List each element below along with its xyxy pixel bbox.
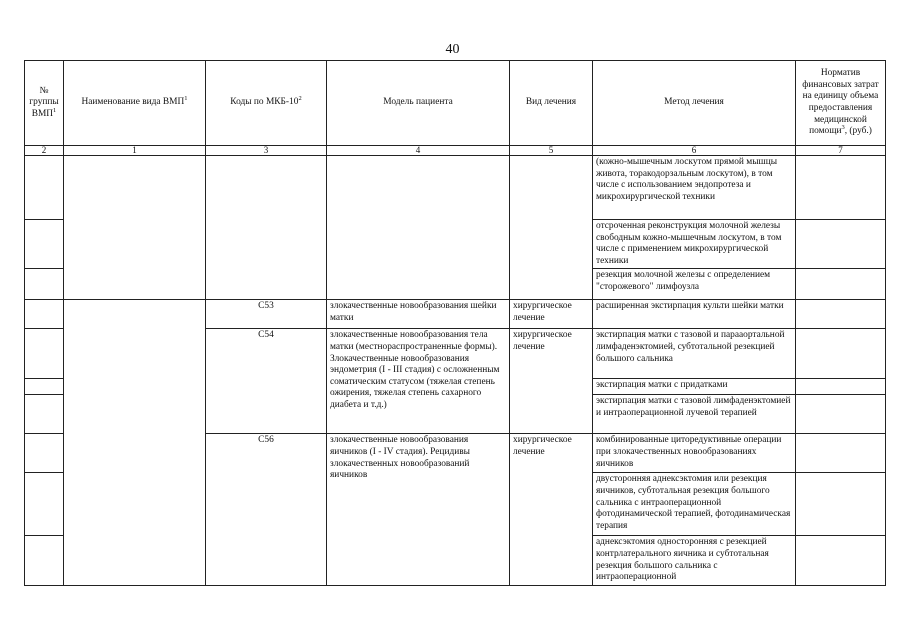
col-header-codes: Коды по МКБ-$10^2$ [206,61,327,146]
col-header-treatment-type: Вид лечения [510,61,593,146]
norm-cell [796,395,886,434]
treatment-cell: хирургическое лечение [510,434,593,585]
column-number-row [25,146,886,156]
group-cell [25,156,64,220]
method-cell: аднексэктомия односторонняя с резекцией контрлатерального яичника и субтотальная резекция большого сальника с интраоперационной [593,536,796,585]
treatment-cell: хирургическое лечение [510,329,593,434]
treatment-cell: хирургическое лечение [510,300,593,329]
method-cell: экстирпация матки с тазовой лимфаденэктомией и интраоперационной лучевой терапией [593,395,796,434]
name-cell [64,300,206,585]
group-cell [25,395,64,434]
table-row [25,300,886,329]
col-header-norm: Норматив финансовых затрат на единицу объема предоставления медицинской помощи$^3$, (руб.) [796,61,886,146]
col-header-method: Метод лечения [593,61,796,146]
col-number: 5 [510,146,593,156]
norm-cell [796,269,886,300]
vmp-table [24,60,886,586]
code-cell: C54 [206,329,327,434]
col-number: 3 [206,146,327,156]
col-header-group: № группы ВМП$^1$ [25,61,64,146]
col-number: 6 [593,146,796,156]
model-cell [327,156,510,300]
model-cell: злокачественные новообразования яичников (I - IV стадия). Рецидивы злокачественных новообразований яичников [327,434,510,585]
method-cell: расширенная экстирпация культи шейки матки [593,300,796,329]
method-cell: резекция молочной железы с определением "сторожевого" лимфоузла [593,269,796,300]
norm-cell [796,329,886,379]
header-row [25,61,886,146]
page-number: 40 [445,42,460,57]
norm-cell [796,473,886,536]
norm-cell [796,379,886,395]
group-cell [25,269,64,300]
code-cell: C56 [206,434,327,585]
group-cell [25,536,64,585]
group-cell [25,379,64,395]
code-cell [206,156,327,300]
group-cell [25,300,64,329]
model-cell: злокачественные новообразования тела матки (местнораспространенные формы). Злокачественные новообразования эндометрия (I - III стадия) с осложненным соматическим статусом (тяжелая степень ожирения, тяжелая степень сахарного диабета и т.д.) [327,329,510,434]
group-cell [25,329,64,379]
method-cell: (кожно-мышечным лоскутом прямой мышцы живота, торакодорзальным лоскутом), в том числе с использованием эндопротеза и микрохирургической техники [593,156,796,220]
col-header-model: Модель пациента [327,61,510,146]
norm-cell [796,156,886,220]
group-cell [25,434,64,473]
group-cell [25,220,64,269]
method-cell: отсроченная реконструкция молочной железы свободным кожно-мышечным лоскутом, в том числе с применением микрохирургической техники [593,220,796,269]
method-cell: экстирпация матки с придатками [593,379,796,395]
name-cell [64,156,206,300]
model-cell: злокачественные новообразования шейки матки [327,300,510,329]
code-cell: C53 [206,300,327,329]
group-cell [25,473,64,536]
col-number: 4 [327,146,510,156]
method-cell: экстирпация матки с тазовой и парааортальной лимфаденэктомией, субтотальной резекцией большого сальника [593,329,796,379]
col-number: 7 [796,146,886,156]
col-number: 2 [25,146,64,156]
method-cell: двусторонняя аднексэктомия или резекция яичников, субтотальная резекция большого сальника с интраоперационной фотодинамической терапией, фотодинамическая терапия [593,473,796,536]
method-cell: комбинированные циторедуктивные операции при злокачественных новообразованиях яичников [593,434,796,473]
norm-cell [796,220,886,269]
col-header-name: Наименование вида ВМП$^1$ [64,61,206,146]
table-row [25,156,886,220]
norm-cell [796,536,886,585]
col-number: 1 [64,146,206,156]
treatment-cell [510,156,593,300]
norm-cell [796,434,886,473]
norm-cell [796,300,886,329]
